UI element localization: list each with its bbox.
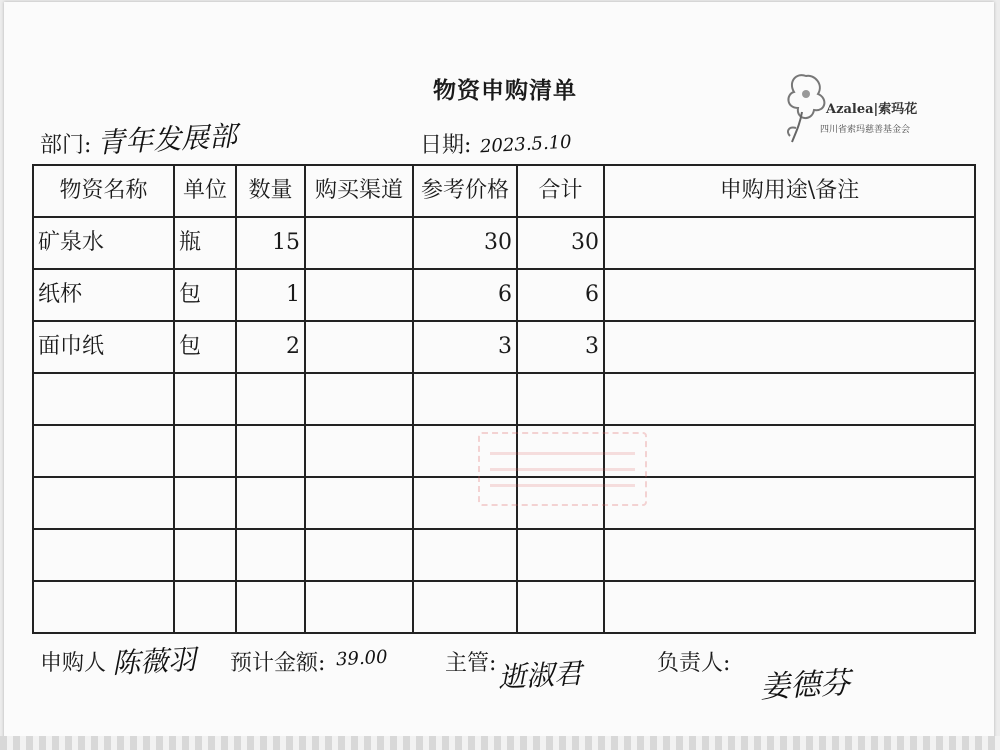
- col-header-ref-price: 参考价格: [413, 165, 517, 217]
- cell-ref-price: 6: [413, 269, 517, 321]
- cell-item-name: 面巾纸: [33, 321, 174, 373]
- table-row-empty: [33, 529, 975, 581]
- cell-quantity: 2: [236, 321, 305, 373]
- col-header-total: 合计: [517, 165, 604, 217]
- table-row-empty: [33, 373, 975, 425]
- logo-brand-name: Azalea|索玛花: [826, 102, 918, 117]
- estimate-value: 39.00: [335, 646, 389, 671]
- department-label: 部门:: [40, 133, 92, 158]
- department-value: 青年发展部: [96, 119, 238, 160]
- cell-unit: 包: [174, 269, 236, 321]
- estimate-label: 预计金额:: [230, 651, 326, 676]
- supervisor-label: 主管:: [445, 651, 497, 676]
- cell-channel: [305, 321, 413, 373]
- cell-channel: [305, 269, 413, 321]
- table-row-empty: [33, 581, 975, 633]
- faded-stamp: [478, 432, 647, 506]
- col-header-quantity: 数量: [236, 165, 305, 217]
- date-value: 2023.5.10: [479, 131, 573, 158]
- cell-unit: 瓶: [174, 217, 236, 269]
- azalea-logo: [782, 68, 922, 148]
- cell-ref-price: 30: [413, 217, 517, 269]
- supervisor-signature: 逝淑君: [497, 656, 583, 695]
- logo-org-name: 四川省索玛慈善基金会: [820, 125, 911, 135]
- cell-item-name: 矿泉水: [33, 217, 174, 269]
- cell-quantity: 1: [236, 269, 305, 321]
- cell-purpose-note: [604, 269, 975, 321]
- cell-purpose-note: [604, 321, 975, 373]
- col-header-item-name: 物资名称: [33, 165, 174, 217]
- cell-total: 30: [517, 217, 604, 269]
- table-row: [33, 321, 975, 373]
- manager-signature: 姜德芬: [759, 665, 852, 706]
- form-title: 物资申购清单: [433, 77, 577, 104]
- table-header-row: [33, 165, 975, 217]
- items-table: [32, 164, 976, 634]
- table-row: [33, 217, 975, 269]
- cell-total: 6: [517, 269, 604, 321]
- cell-item-name: 纸杯: [33, 269, 174, 321]
- paper-torn-edge: [0, 736, 1000, 750]
- applicant-signature: 陈薇羽: [111, 642, 197, 681]
- table-row: [33, 269, 975, 321]
- cell-quantity: 15: [236, 217, 305, 269]
- cell-total: 3: [517, 321, 604, 373]
- applicant-label: 申购人: [40, 651, 107, 676]
- date-label: 日期:: [420, 133, 472, 158]
- manager-label: 负责人:: [657, 651, 731, 676]
- cell-ref-price: 3: [413, 321, 517, 373]
- cell-unit: 包: [174, 321, 236, 373]
- cell-purpose-note: [604, 217, 975, 269]
- col-header-unit: 单位: [174, 165, 236, 217]
- col-header-purpose-note: 申购用途\备注: [604, 165, 975, 217]
- cell-channel: [305, 217, 413, 269]
- azalea-flower-icon: [782, 68, 830, 148]
- col-header-channel: 购买渠道: [305, 165, 413, 217]
